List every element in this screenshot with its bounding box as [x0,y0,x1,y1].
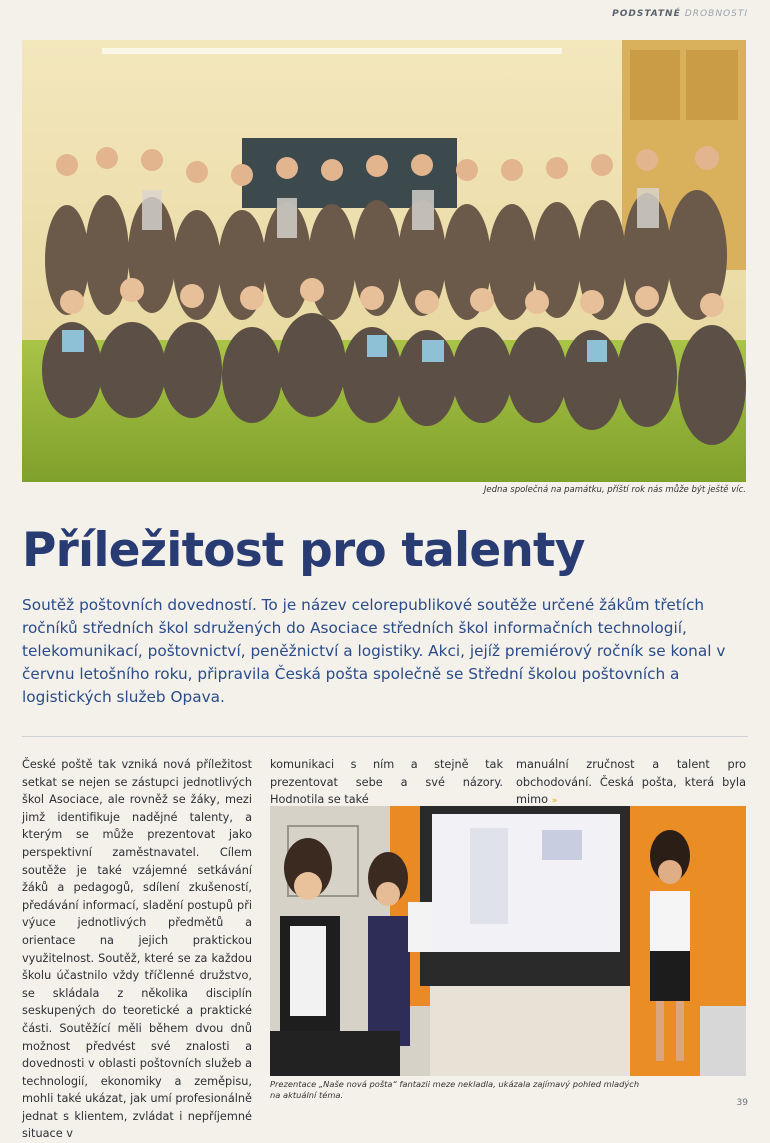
section-label-main: PODSTATNÉ [612,9,681,19]
group-photo-illustration [22,40,746,482]
group-photo [22,40,746,482]
article-title: Příležitost pro talenty [22,523,585,578]
body-column-2: komunikaci s ním a stejně tak prezentovat sebe a své názory. Hodnotila se také [270,758,503,807]
presentation-photo-illustration [270,806,746,1076]
body-column-1: České poště tak vzniká nová příležitost setkat se nejen se zástupci jednotlivých škol Asociace, ale rovněž se žáky, mezi jimž identifikuje nadějné talenty, a kterým se může prezentovat jako perspektivní zaměstnavatel. Cílem soutěže je také vzájemné setkávání žáků a pedagogů, sdílení zkušeností, předávání informací, sladění postupů při výuce jednotlivých předmětů a orientace na jejich praktickou využitelnost. Soutěž, které se za každou školu účastnilo vždy tříčlenné družstvo, se skládala z několika disciplín seskupených do teoretické a praktické části. Soutěžící měli během dvou dnů možnost předvést své znalosti a dovednosti v oblasti poštovních služeb a technologií, ekonomiky a zeměpisu, mohli také ukázat, jak umí profesionálně jednat s klientem, zvládat i nepříjemné situace v [22,758,252,1141]
presentation-photo-caption: Prezentace „Naše nová pošta“ fantazii meze nekladla, ukázala zajímavý pohled mladých na aktuální téma. [270,1079,640,1100]
divider [22,736,748,737]
body-column-3 [516,756,746,811]
group-photo-caption: Jedna společná na památku, příští rok nás může být ještě víc. [483,485,746,495]
article-lede: Soutěž poštovních dovedností. To je název celorepublikové soutěže určené žákům třetích ročníků středních škol sdružených do Asociace středních škol informačních technologií, telekomunikací, poštovnictví, peněžnictví a logistiky. Akci, jejíž premiérový ročník se konal v červnu letošního roku, připravila Česká pošta společně se Střední školou poštovních a logistických služeb Opava. [22,596,726,706]
page-number: 39 [736,1098,748,1108]
continue-arrow-icon: » [551,796,558,807]
section-label-light: DROBNOSTI [684,9,748,19]
body-column-3-text: manuální zručnost a talent pro obchodování. Česká pošta, která byla mimo [516,758,746,807]
section-label [612,9,748,19]
presentation-photo [270,806,746,1076]
